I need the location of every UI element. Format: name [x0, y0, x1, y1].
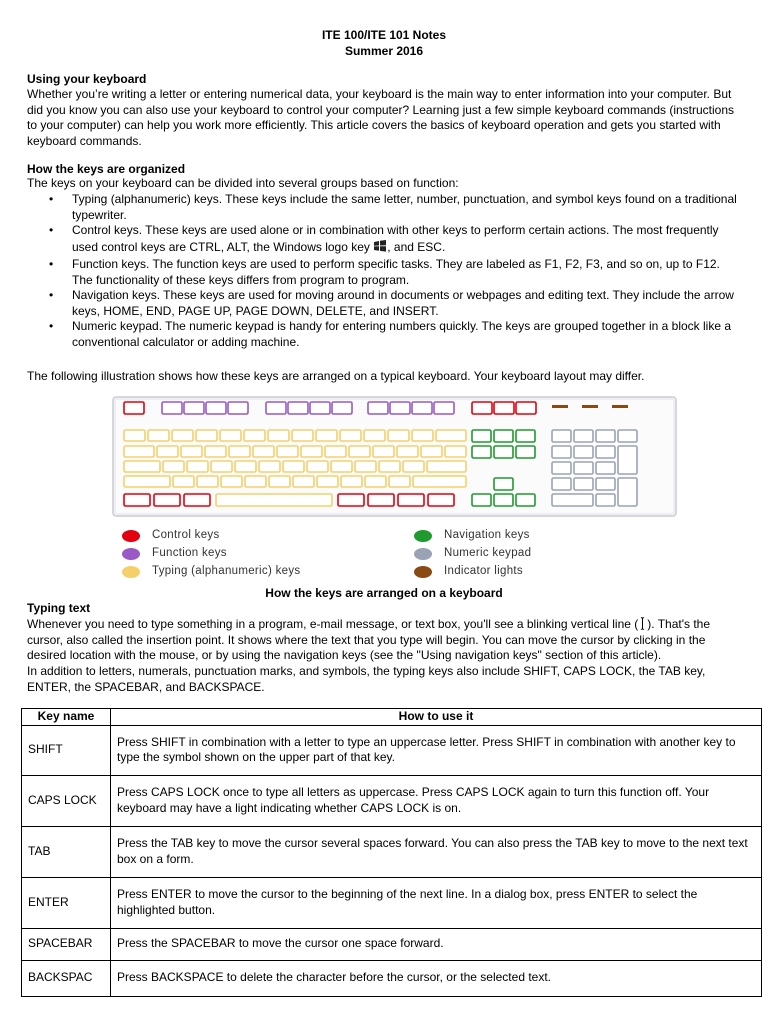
numpad-key: [552, 478, 571, 490]
arrow-left-key: [472, 494, 491, 506]
function-key: [390, 402, 410, 414]
typing-key: [421, 446, 442, 457]
numpad-key: [574, 462, 593, 474]
table-row: SPACEBAR Press the SPACEBAR to move the cursor one space forward.: [22, 928, 762, 960]
section-body-using-keyboard: Whether you’re writing a letter or entering numerical data, your keyboard is the main way to enter information into your computer. But did you know you can also use your keyboard to control your computer? Learning just a few simple keyboard commands (instructions to your computer) can help you work more efficiently. This article covers the basics of keyboard operation and gets you started with keyboard commands.: [27, 87, 735, 148]
numpad-key: [574, 478, 593, 490]
typing-key: [301, 446, 322, 457]
typing-key: [259, 461, 280, 472]
typing-key: [196, 430, 217, 441]
control-key: [472, 402, 492, 414]
control-key: [494, 402, 514, 414]
function-key: [310, 402, 330, 414]
numpad-key: [618, 430, 637, 442]
typing-key: [316, 430, 337, 441]
typing-key: [124, 430, 145, 441]
typing-key: [148, 430, 169, 441]
numpad-key: [596, 462, 615, 474]
windows-key: [368, 494, 394, 506]
legend-swatch: [122, 530, 140, 542]
keyboard-legend: Control keys Function keys Typing (alphanumeric) keys Navigation keys Numeric keypad Indicator lights: [122, 527, 602, 579]
shift-key: [124, 476, 170, 487]
document-title: ITE 100/ITE 101 Notes: [321, 28, 447, 42]
text-cursor-icon: [638, 617, 647, 629]
typing-key: [229, 446, 250, 457]
numpad-plus-key: [618, 446, 637, 474]
backspace-key: [436, 430, 466, 441]
numpad-key: [574, 446, 593, 458]
table-header-how-to-use: How to use it: [111, 709, 762, 726]
navigation-key: [472, 446, 491, 458]
indicator-light: [552, 405, 568, 408]
list-item: • Typing (alphanumeric) keys. These keys include the same letter, number, punctuation, and symbol keys found on a traditional typewriter.: [49, 192, 737, 222]
typing-key: [173, 476, 194, 487]
indicator-light: [612, 405, 628, 408]
list-item: • Control keys. These keys are used alone or in combination with other keys to perform certain actions. The most frequently used control keys are CTRL, ALT, the Windows logo key , and ESC.: [27, 223, 743, 257]
typing-key: [331, 461, 352, 472]
typing-key: [253, 446, 274, 457]
navigation-key: [494, 430, 513, 442]
function-key: [206, 402, 226, 414]
table-row: TAB Press the TAB key to move the cursor several spaces forward. You can also press the TAB key to move to the next text box on a form.: [22, 826, 762, 877]
typing-key: [187, 461, 208, 472]
function-key: [332, 402, 352, 414]
table-header-key-name: Key name: [22, 709, 111, 726]
table-row: SHIFT Press SHIFT in combination with a letter to type an uppercase letter. Press SHIFT in combination with another key to type the symbol shown on the upper part of that key.: [22, 725, 762, 775]
windows-key: [154, 494, 180, 506]
key-groups-list: [27, 192, 743, 350]
document-subtitle: Summer 2016: [344, 44, 424, 58]
navigation-key: [472, 430, 491, 442]
shift-key: [413, 476, 466, 487]
esc-key: [124, 402, 144, 414]
table-row: BACKSPAC Press BACKSPACE to delete the character before the cursor, or the selected text.: [22, 960, 762, 996]
legend-swatch: [414, 530, 432, 542]
alt-key: [338, 494, 364, 506]
typing-keys-table: [21, 708, 762, 997]
legend-swatch: [414, 548, 432, 560]
section-heading-using-keyboard: Using your keyboard: [27, 72, 147, 86]
typing-key: [157, 446, 178, 457]
typing-key: [211, 461, 232, 472]
typing-key: [355, 461, 376, 472]
section-body-typing-text: Whenever you need to type something in a program, e-mail message, or text box, you'll see a blinking vertical line ( ). That's the cursor, also called the insertion point. It shows where the text that you type will begin. You can move the cursor by clicking in the desired location with the mouse, or by using the navigation keys (see the "Using navigation keys" section of this article).: [27, 617, 711, 662]
section-heading-keys-organized: How the keys are organized: [27, 162, 186, 176]
typing-key: [389, 476, 410, 487]
typing-key: [388, 430, 409, 441]
control-key: [516, 402, 536, 414]
typing-key: [172, 430, 193, 441]
ctrl-key: [124, 494, 150, 506]
numpad-key: [574, 430, 593, 442]
ctrl-key: [428, 494, 454, 506]
function-key: [162, 402, 182, 414]
function-key: [434, 402, 454, 414]
illustration-intro: The following illustration shows how these keys are arranged on a typical keyboard. Your keyboard layout may differ.: [27, 369, 645, 383]
figure-caption: How the keys are arranged on a keyboard: [265, 586, 503, 600]
typing-key: [277, 446, 298, 457]
typing-key: [283, 461, 304, 472]
menu-key: [398, 494, 424, 506]
typing-key: [403, 461, 424, 472]
numpad-key: [552, 430, 571, 442]
typing-key: [163, 461, 184, 472]
arrow-up-key: [494, 478, 513, 490]
section-heading-typing-text: Typing text: [27, 601, 91, 615]
typing-key: [412, 430, 433, 441]
list-item: • Navigation keys. These keys are used for moving around in documents or webpages and editing text. They include the arrow keys, HOME, END, PAGE UP, PAGE DOWN, DELETE, and INSERT.: [49, 288, 734, 318]
typing-key: [349, 446, 370, 457]
typing-key: [205, 446, 226, 457]
function-key: [288, 402, 308, 414]
alt-key: [184, 494, 210, 506]
typing-key: [307, 461, 328, 472]
section-intro-keys-organized: The keys on your keyboard can be divided into several groups based on function:: [27, 176, 459, 190]
numpad-zero-key: [552, 494, 593, 506]
typing-key: [365, 476, 386, 487]
navigation-key: [516, 430, 535, 442]
keyboard-illustration: [112, 396, 677, 517]
function-key: [228, 402, 248, 414]
navigation-key: [516, 446, 535, 458]
list-item: • Numeric keypad. The numeric keypad is handy for entering numbers quickly. The keys are grouped together in a block like a conventional calculator or adding machine.: [49, 319, 732, 349]
numpad-key: [596, 430, 615, 442]
typing-key: [220, 430, 241, 441]
typing-key: [340, 430, 361, 441]
typing-key: [292, 430, 313, 441]
numpad-key: [596, 494, 615, 506]
numpad-enter-key: [618, 478, 637, 506]
numpad-key: [596, 446, 615, 458]
typing-key: [244, 430, 265, 441]
section-body-typing-keys: In addition to letters, numerals, punctuation marks, and symbols, the typing keys also include SHIFT, CAPS LOCK, the TAB key, ENTER, the SPACEBAR, and BACKSPACE.: [27, 664, 706, 694]
typing-key: [245, 476, 266, 487]
numpad-key: [552, 462, 571, 474]
indicator-light: [582, 405, 598, 408]
table-header-row: [22, 709, 762, 726]
function-key: [184, 402, 204, 414]
typing-key: [379, 461, 400, 472]
function-key: [266, 402, 286, 414]
typing-key: [317, 476, 338, 487]
table-row: CAPS LOCK Press CAPS LOCK once to type all letters as uppercase. Press CAPS LOCK again to turn this function off. Your keyboard may have a light indicating whether CAPS LOCK is on.: [22, 775, 762, 826]
function-key: [412, 402, 432, 414]
typing-key: [397, 446, 418, 457]
tab-key: [124, 446, 154, 457]
table-row: ENTER Press ENTER to move the cursor to the beginning of the next line. In a dialog box, press ENTER to select the highlighted button.: [22, 877, 762, 928]
function-key: [368, 402, 388, 414]
list-item: • Function keys. The function keys are used to perform specific tasks. They are labeled as F1, F2, F3, and so on, up to F12. The functionality of these keys differs from program to program.: [49, 257, 720, 287]
arrow-right-key: [516, 494, 535, 506]
caps-lock-key: [124, 461, 160, 472]
typing-key: [341, 476, 362, 487]
navigation-key: [494, 446, 513, 458]
enter-key: [427, 461, 466, 472]
legend-swatch: [414, 566, 432, 578]
legend-swatch: [122, 548, 140, 560]
spacebar-key: [216, 494, 332, 506]
legend-swatch: [122, 566, 140, 578]
arrow-down-key: [494, 494, 513, 506]
typing-key: [197, 476, 218, 487]
typing-key: [293, 476, 314, 487]
typing-key: [364, 430, 385, 441]
typing-key: [373, 446, 394, 457]
windows-logo-icon: [373, 239, 387, 258]
typing-key: [268, 430, 289, 441]
typing-key: [269, 476, 290, 487]
typing-key: [325, 446, 346, 457]
numpad-key: [596, 478, 615, 490]
typing-key: [445, 446, 466, 457]
numpad-key: [552, 446, 571, 458]
typing-key: [181, 446, 202, 457]
typing-key: [235, 461, 256, 472]
typing-key: [221, 476, 242, 487]
